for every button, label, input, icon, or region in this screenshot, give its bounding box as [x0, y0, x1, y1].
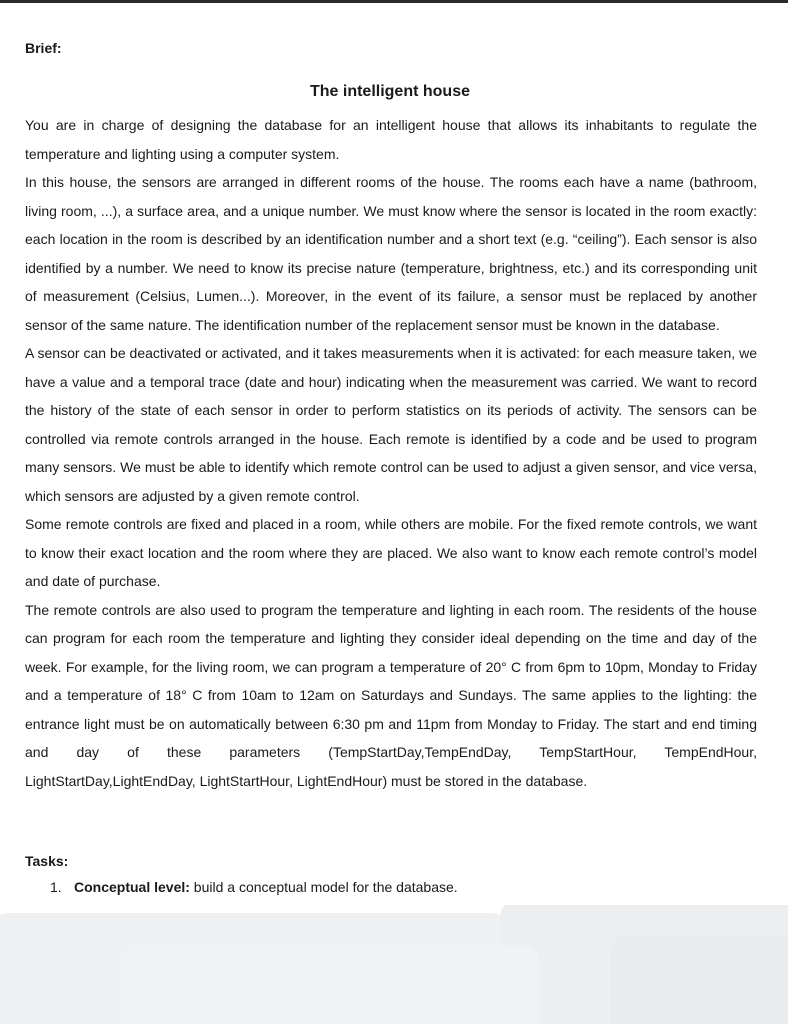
brief-label: Brief:: [25, 40, 62, 56]
task-list: [50, 879, 458, 895]
tasks-label: Tasks:: [25, 853, 69, 869]
paragraph: In this house, the sensors are arranged in different rooms of the house. The rooms each have a name (bathroom, living room, ...), a surface area, and a unique number. We must know where the sensor is located in the room exactly: each location in the room is described by an identification number and a short text (e.g. “ceiling”). Each sensor is also identified by a number. We need to know its precise nature (temperature, brightness, etc.) and its corresponding unit of measurement (Celsius, Lumen...). Moreover, in the event of its failure, a sensor must be replaced by another sensor of the same nature. The identification number of the replacement sensor must be known in the database.: [25, 174, 757, 333]
paragraph: The remote controls are also used to program the temperature and lighting in each room. The residents of the house can program for each room the temperature and lighting they consider ideal depending on the time and day of the week. For example, for the living room, we can program a temperature of 20° C from 6pm to 10pm, Monday to Friday and a temperature of 18° C from 10am to 12am on Saturdays and Sundays. The same applies to the lighting: the entrance light must be on automatically between 6:30 pm and 11pm from Monday to Friday. The start and end timing and day of these parameters (TempStartDay,TempEndDay, TempStartHour, TempEndHour, LightStartDay,LightEndDay, LightStartHour, LightEndHour) must be stored in the database.: [25, 601, 757, 789]
paragraph: Some remote controls are fixed and placed in a room, while others are mobile. For the fixed remote controls, we want to know their exact location and the room where they are placed. We also want to know each remote control’s model and date of purchase.: [25, 516, 757, 589]
task-number: 1.: [50, 879, 62, 895]
task-text: build a conceptual model for the database.: [189, 879, 458, 895]
paragraph: A sensor can be deactivated or activated, and it takes measurements when it is activated: for each measure taken, we have a value and a temporal trace (date and hour) indicating when the measurement was carried. We want to record the history of the state of each sensor in order to perform statistics on its periods of activity. The sensors can be controlled via remote controls arranged in the house. Each remote is identified by a code and be used to program many sensors. We must be able to identify which remote control can be used to adjust a given sensor, and vice versa, which sensors are adjusted by a given remote control.: [25, 345, 757, 504]
top-border: [0, 0, 788, 3]
brief-text: [25, 111, 757, 795]
task-heading: Conceptual level:: [74, 879, 190, 895]
paragraph: You are in charge of designing the database for an intelligent house that allows its inhabitants to regulate the temperature and lighting using a computer system.: [25, 117, 757, 162]
document-title: The intelligent house: [309, 83, 470, 100]
task-item: [50, 879, 458, 895]
redacted-area: [0, 905, 788, 1024]
